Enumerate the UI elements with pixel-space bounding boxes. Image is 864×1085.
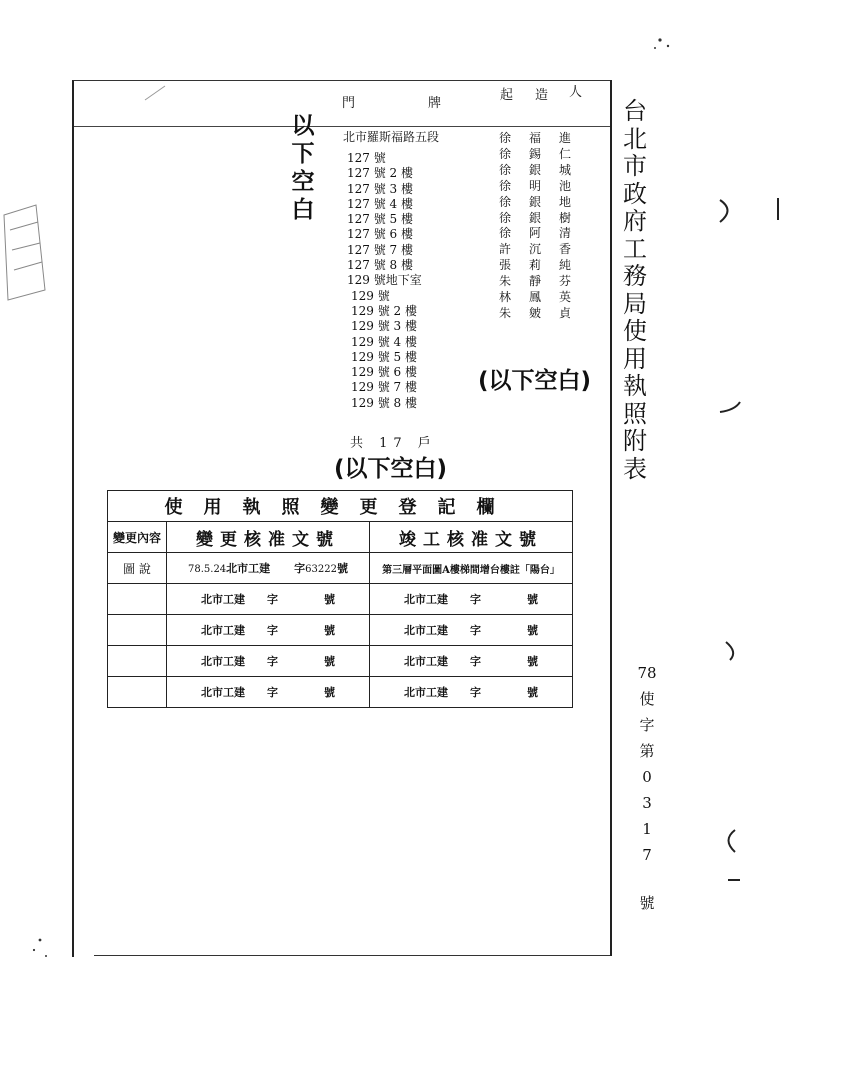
street-name: 北市羅斯福路五段 xyxy=(343,130,440,144)
register-row-hao: 號 xyxy=(527,655,538,668)
scan-speckle-icon xyxy=(33,38,669,957)
blank-char: 以 xyxy=(291,113,315,139)
address-item: 127 號 3 樓 xyxy=(347,181,413,196)
register-row-hao: 號 xyxy=(324,593,335,606)
header-owner-label-3: 人 xyxy=(569,85,583,100)
address-item: 129 號 xyxy=(351,288,390,303)
address-item: 129 號 7 樓 xyxy=(351,380,417,395)
address-item: 129 號 6 樓 xyxy=(351,365,417,380)
register-row-hao: 號 xyxy=(324,624,335,637)
address-item: 129 號 4 樓 xyxy=(351,334,417,349)
blank-below-addresses-mark: (以下空白) xyxy=(334,456,448,482)
permit-digit: 3 xyxy=(642,794,652,812)
register-row-zi: 字 xyxy=(294,562,306,575)
address-item: 129 號 8 樓 xyxy=(351,395,417,410)
blank-char: 空 xyxy=(291,169,315,195)
owner-item: 朱靜芬 xyxy=(499,274,590,289)
address-item: 129 號 5 樓 xyxy=(351,349,417,364)
owner-item: 徐銀城 xyxy=(499,162,590,177)
permit-type-char: 使 xyxy=(639,690,655,708)
header-owner-label-1: 起 xyxy=(500,88,514,103)
register-row-zi: 字 xyxy=(470,655,481,668)
owner-item: 張莉純 xyxy=(499,258,590,273)
register-row-zi: 字 xyxy=(267,655,278,668)
register-row-prefix: 北市工建 xyxy=(404,593,448,606)
register-row-zi: 字 xyxy=(267,593,278,606)
register-head-completion-no: 竣工核准文號 xyxy=(370,522,573,553)
binder-hole-icon xyxy=(720,198,778,880)
register-row-prefix: 北市工建 xyxy=(404,655,448,668)
stamp-fragment-icon xyxy=(4,205,45,300)
blank-char: 下 xyxy=(291,141,315,167)
owner-item: 徐福進 xyxy=(499,131,590,145)
register-row-number: 63222 xyxy=(305,564,337,575)
register-row-hao: 號 xyxy=(527,624,538,637)
owner-item: 徐阿清 xyxy=(499,226,590,241)
register-title: 使用執照變更登記欄 xyxy=(108,491,573,522)
register-row-prefix: 北市工建 xyxy=(404,624,448,637)
register-row-hao: 號 xyxy=(527,686,538,699)
address-item: 129 號 2 樓 xyxy=(351,303,417,318)
register-row-prefix: 北市工建 xyxy=(201,624,245,637)
address-total: 共 17 戶 xyxy=(350,436,437,451)
address-item: 127 號 8 樓 xyxy=(347,258,413,273)
header-owner-label-2: 造 xyxy=(535,88,549,103)
address-item: 127 號 4 樓 xyxy=(347,196,413,211)
owner-item: 林鳳英 xyxy=(499,290,590,305)
register-row-content: 圖 說 xyxy=(108,553,167,584)
register-row-hao: 號 xyxy=(324,655,335,668)
address-item: 127 號 xyxy=(347,151,386,165)
register-row-hao: 號 xyxy=(324,686,335,699)
scan-speckle-icon xyxy=(145,86,165,100)
owner-item: 徐錫仁 xyxy=(499,146,590,161)
blank-char: 白 xyxy=(291,197,315,223)
address-item: 127 號 7 樓 xyxy=(347,242,413,257)
register-row-prefix: 北市工建 xyxy=(226,562,271,575)
register-row-prefix: 北市工建 xyxy=(201,686,245,699)
header-plate-label: 牌 xyxy=(428,96,442,111)
owner-item: 徐明池 xyxy=(499,178,590,193)
form-title-vertical: 台北市政府工務局使用執照附表 xyxy=(623,97,647,483)
address-item: 129 號地下室 xyxy=(347,273,422,288)
register-row-date: 78.5.24 xyxy=(188,564,227,575)
register-row-prefix: 北市工建 xyxy=(201,593,245,606)
register-row-zi: 字 xyxy=(267,624,278,637)
permit-digit: 7 xyxy=(642,846,652,864)
address-item: 127 號 5 樓 xyxy=(347,212,413,227)
permit-year: 78 xyxy=(637,664,657,682)
header-door-label: 門 xyxy=(342,96,356,111)
register-row-prefix: 北市工建 xyxy=(201,655,245,668)
register-row-zi: 字 xyxy=(470,686,481,699)
register-row-hao: 號 xyxy=(527,593,538,606)
permit-digit: 1 xyxy=(642,820,652,838)
address-item: 127 號 2 樓 xyxy=(347,166,413,181)
register-row-zi: 字 xyxy=(267,686,278,699)
permit-type-char: 第 xyxy=(639,742,655,760)
register-head-change-no: 變更核准文號 xyxy=(167,522,370,553)
permit-type-char: 字 xyxy=(639,716,655,734)
permit-suffix: 號 xyxy=(639,894,655,912)
owner-item: 徐銀地 xyxy=(499,194,590,209)
register-row-hao: 號 xyxy=(336,562,348,575)
owner-item: 朱皴貞 xyxy=(499,305,590,320)
register-row-zi: 字 xyxy=(470,624,481,637)
register-head-content: 變更內容 xyxy=(108,522,167,553)
register-row-zi: 字 xyxy=(470,593,481,606)
permit-digit: 0 xyxy=(642,768,652,786)
address-item: 127 號 6 樓 xyxy=(347,227,413,242)
address-item: 129 號 3 樓 xyxy=(351,319,417,334)
owner-item: 許沉香 xyxy=(499,242,590,257)
register-row-note: 第三層平面圖A樓梯間增台樓註「陽台」 xyxy=(370,553,573,584)
register-row-prefix: 北市工建 xyxy=(404,686,448,699)
owner-item: 徐銀樹 xyxy=(499,210,590,225)
blank-below-owners-mark: (以下空白) xyxy=(478,368,592,394)
